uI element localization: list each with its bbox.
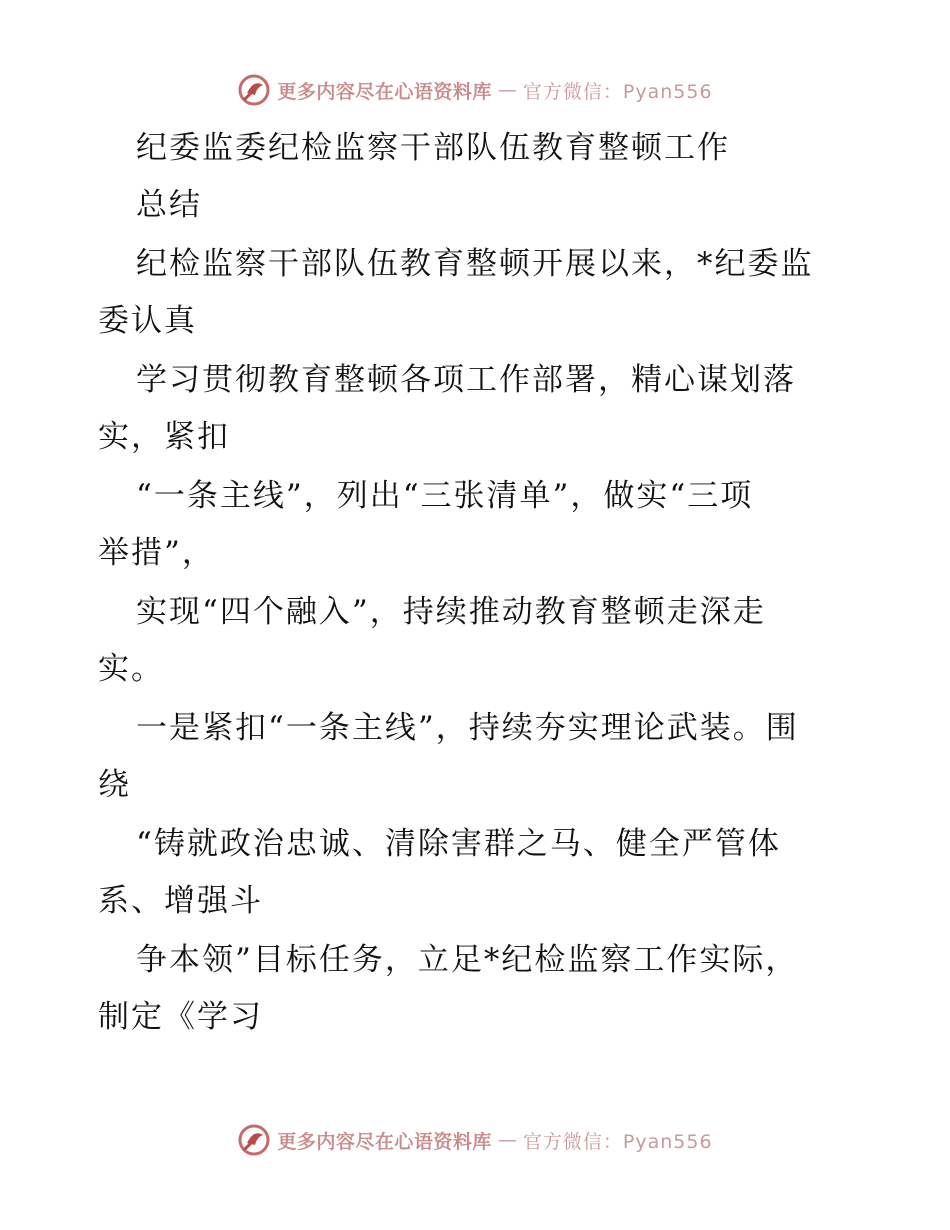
paragraph-line: 实。 [98, 651, 164, 687]
brand-logo-icon [237, 1123, 271, 1157]
footer-watermark-banner [0, 1120, 950, 1160]
header-watermark-banner [0, 70, 950, 110]
banner-separator: — [497, 79, 517, 101]
document-title-line-1: 纪委监委纪检监察干部队伍教育整顿工作 [136, 130, 730, 166]
paragraph-line: 纪检监察干部队伍教育整顿开展以来，*纪委监 [136, 246, 814, 282]
brand-name: 更多内容尽在心语资料库 [277, 1130, 492, 1153]
brand-name: 更多内容尽在心语资料库 [277, 80, 492, 103]
paragraph-line: 实，紧扣 [98, 419, 230, 455]
banner-contact: 官方微信：Pyan556 [522, 1130, 713, 1153]
paragraph-line: “一条主线”，列出“三张清单”，做实“三项 [136, 478, 754, 514]
banner-separator: — [497, 1129, 517, 1151]
paragraph-line: 学习贯彻教育整顿各项工作部署，精心谋划落 [136, 362, 796, 398]
paragraph-line: 举措”， [98, 535, 215, 571]
banner-contact: 官方微信：Pyan556 [522, 80, 713, 103]
paragraph-line: 委认真 [98, 303, 197, 339]
paragraph-line: 制定《学习 [98, 999, 263, 1035]
paragraph-line: 争本领”目标任务，立足*纪检监察工作实际， [136, 942, 799, 978]
paragraph-line: 实现“四个融入”，持续推动教育整顿走深走 [136, 594, 766, 630]
document-title-line-2: 总结 [136, 187, 202, 223]
brand-logo-icon [237, 73, 271, 107]
paragraph-line: 绕 [98, 767, 131, 803]
paragraph-line: “铸就政治忠诚、清除害群之马、健全严管体 [136, 826, 781, 862]
paragraph-line: 一是紧扣“一条主线”，持续夯实理论武装。围 [136, 710, 799, 746]
paragraph-line: 系、增强斗 [98, 883, 263, 919]
